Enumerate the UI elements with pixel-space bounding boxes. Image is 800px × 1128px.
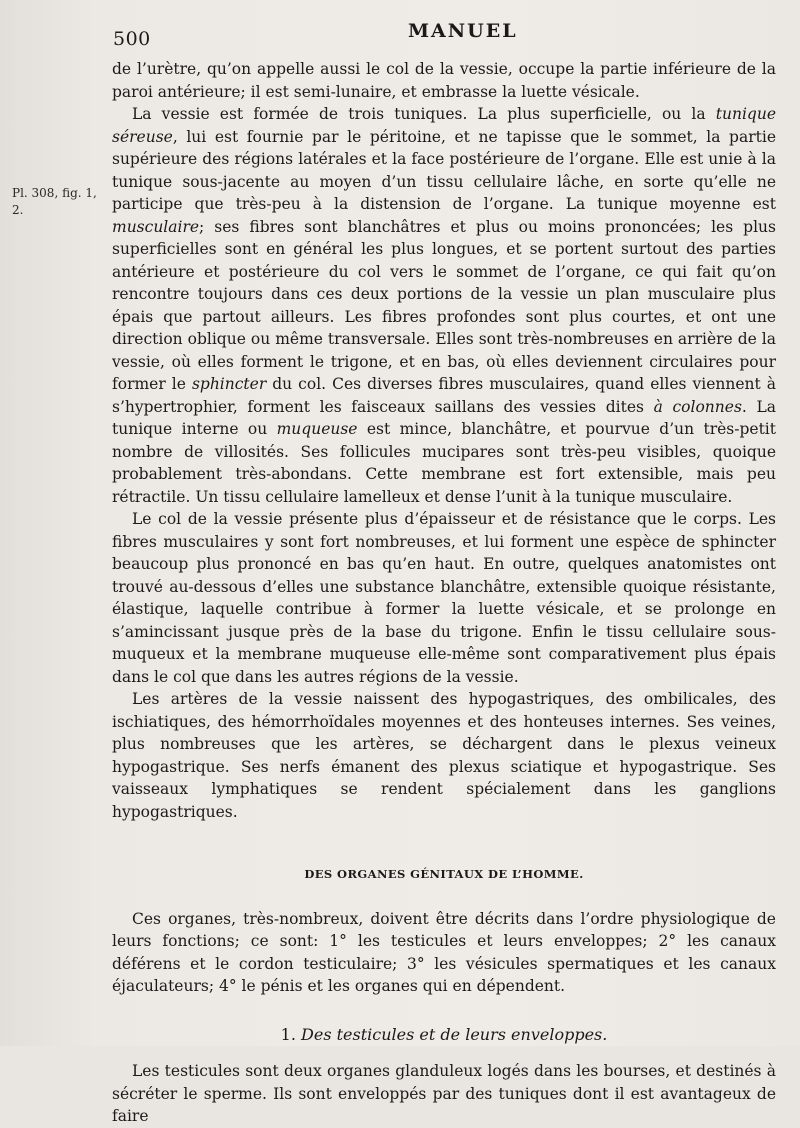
subsection-text: Les testicules sont deux organes glanduleux logés dans les bourses, et destinés à sécréter le sperme. Ils sont enveloppés par des tuniques dont il est avantageux de faire xyxy=(112,1062,776,1125)
italic-term: tunique séreuse xyxy=(112,105,776,146)
subsection-title xyxy=(112,1024,776,1047)
italic-term: à colonnes xyxy=(653,397,742,416)
text-run: ; ses fibres sont blanchâtres et plus ou moins prononcées; les plus superficielles sont en général les plus longues, et se portent surtout des parties antérieure et postérieure du col vers le sommet de l’organe, ce qui fait qu’on rencontre toujours dans ces deux portions de la vessie un plan musculaire plus épais que partout ailleurs. Les fibres profondes sont plus courtes, et ont une direction oblique ou même transversale. Elles sont très-nombreuses en arrière de la vessie, où elles forment le trigone, et en bas, où elles deviennent circulaires pour former le xyxy=(112,217,776,393)
italic-term: musculaire xyxy=(112,217,200,236)
text-run: La vessie est formée de trois tuniques. La plus superficielle, ou la xyxy=(132,105,716,123)
text-run: est mince, blanchâtre, et pourvue d’un très-petit nombre de villosités. Ses follicules mucipares sont très-peu visibles, quoique probablement très-abondans. Cette membrane est fort extensible, mais peu rétractile. Un tissu cellulaire lamelleux et dense l’unit à la tunique musculaire. xyxy=(112,420,776,506)
running-title: MANUEL xyxy=(408,20,518,42)
italic-term: sphincter xyxy=(191,375,267,393)
paragraph-col: Le col de la vessie présente plus d’épaisseur et de résistance que le corps. Les fibres musculaires y sont fort nombreuses, et lui forment une espèce de sphincter beaucoup plus prononcé en bas qu’en haut. En outre, quelques anatomistes ont trouvé au-dessous d’elles une substance blanchâtre, extensible quoique résistante, élastique, laquelle contribue à former la luette vésicale, et se prolonge en s’amincissant jusque près de la base du trigone. Enfin le tissu cellulaire sous-muqueux et la membrane muqueuse elle-même sont comparativement plus épais dans le col que dans les autres régions de la vessie. xyxy=(112,510,776,686)
body-text xyxy=(112,58,776,1128)
subsection-number: 1. xyxy=(280,1024,296,1044)
section-intro: Ces organes, très-nombreux, doivent être décrits dans l’ordre physiologique de leurs fonctions; ce sont: 1° les testicules et leurs enveloppes; 2° les canaux déférens et le cordon testiculaire; 3° les vésicules spermatiques et les canaux éjaculateurs; 4° le pénis et les organes qui en dépendent. xyxy=(112,909,776,995)
text-run: , lui est fournie par le péritoine, et ne tapisse que le sommet, la partie supérieure des régions latérales et la face postérieure de l’organe. Elle est unie à la tunique sous-jacente au moyen d’un tissu cellulaire lâche, en sorte qu’elle ne participe que très-peu à la distension de l’organe. La tunique moyenne est xyxy=(112,127,776,213)
paragraph-continuation: de l’urètre, qu’on appelle aussi le col de la vessie, occupe la partie inférieure de la paroi antérieure; il est semi-lunaire, et embrasse la luette vésicale. xyxy=(112,60,776,101)
text-run: du col. Ces diverses fibres musculaires, quand elles viennent à s’hypertrophier, forment les faisceaux saillans des vessies dites xyxy=(112,375,776,416)
page-header xyxy=(0,18,800,48)
paragraph-tuniques xyxy=(112,103,776,508)
subsection-title-text: Des testicules et de leurs enveloppes. xyxy=(301,1024,608,1044)
text-run: . La tunique interne ou xyxy=(112,397,776,438)
paragraph-vessels: Les artères de la vessie naissent des hypogastriques, des ombilicales, des ischiatiques, des hémorrhoïdales moyennes et des honteuses internes. Ses veines, plus nombreuses que les artères, se déchargent dans le plexus veineux hypogastrique. Ses nerfs émanent des plexus sciatique et hypogastrique. Ses vaisseaux lymphatiques se rendent spécialement dans les ganglions hypogastriques. xyxy=(112,690,776,821)
section-title: DES ORGANES GÉNITAUX DE L’HOMME. xyxy=(304,867,584,881)
page-number: 500 xyxy=(113,28,151,50)
italic-term: muqueuse xyxy=(276,420,358,438)
margin-note: Pl. 308, fig. 1, 2. xyxy=(12,186,97,217)
